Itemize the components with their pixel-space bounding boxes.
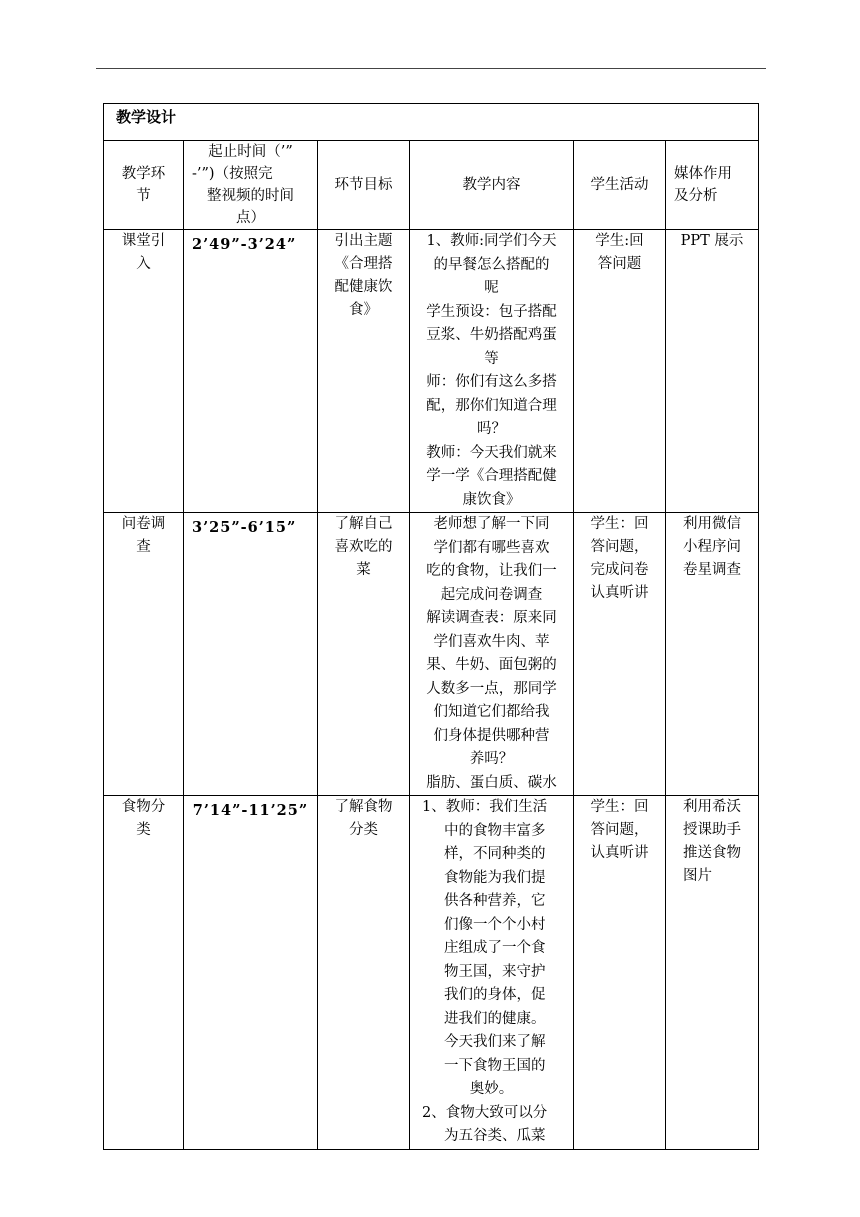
- goal-cell: 引出主题 《合理搭 配健康饮 食》: [318, 230, 410, 513]
- time-cell: 7’14”-11’25”: [184, 796, 318, 1150]
- content-cell: 1、教师：我们生活 中的食物丰富多 样，不同种类的 食物能为我们提 供各种营养，它 们像一个个小村 庄组成了一个食 物王国，来守护 我们的身体，促 进我们的健康。 今天我们来了解 一下食物王国的 奥妙。 2、食物大致可以分 为五谷类、瓜菜: [410, 796, 574, 1150]
- media-cell: 利用微信 小程序问 卷星调查: [666, 513, 759, 796]
- header-content: 教学内容: [410, 141, 574, 230]
- content-cell: 1、教师:同学们今天 的早餐怎么搭配的 呢 学生预设：包子搭配 豆浆、牛奶搭配鸡蛋 等 师：你们有这么多搭 配，那你们知道合理 吗？ 教师：今天我们就来 学一学《合理搭配健 康饮食》: [410, 230, 574, 513]
- table-row: [104, 796, 759, 1150]
- header-stage: 教学环 节: [104, 141, 184, 230]
- goal-cell: 了解自己 喜欢吃的 菜: [318, 513, 410, 796]
- header-activity: 学生活动: [574, 141, 666, 230]
- header-row: [104, 141, 759, 230]
- table-title: 教学设计: [104, 104, 759, 141]
- activity-cell: 学生:回 答问题: [574, 230, 666, 513]
- header-goal: 环节目标: [318, 141, 410, 230]
- stage-cell: 问卷调 查: [104, 513, 184, 796]
- activity-cell: 学生：回 答问题， 认真听讲: [574, 796, 666, 1150]
- content-cell: 老师想了解一下同 学们都有哪些喜欢 吃的食物，让我们一 起完成问卷调查 解读调查表：原来同 学们喜欢牛肉、苹 果、牛奶、面包粥的 人数多一点，那同学 们知道它们都给我 们身体提供哪种营 养吗？ 脂肪、蛋白质、碳水: [410, 513, 574, 796]
- activity-cell: 学生：回 答问题， 完成问卷 认真听讲: [574, 513, 666, 796]
- goal-cell: 了解食物 分类: [318, 796, 410, 1150]
- time-cell: 2’49”-3’24”: [184, 230, 318, 513]
- time-cell: 3’25”-6’15”: [184, 513, 318, 796]
- stage-cell: 课堂引 入: [104, 230, 184, 513]
- media-cell: PPT 展示: [666, 230, 759, 513]
- media-cell: 利用希沃 授课助手 推送食物 图片: [666, 796, 759, 1150]
- header-time: 起止时间（’” -’”)（按照完 整视频的时间 点）: [184, 141, 318, 230]
- table-row: [104, 230, 759, 513]
- lesson-design-table: [103, 103, 759, 1150]
- table-row: [104, 513, 759, 796]
- stage-cell: 食物分 类: [104, 796, 184, 1150]
- header-rule: [96, 68, 766, 69]
- header-media: 媒体作用 及分析: [666, 141, 759, 230]
